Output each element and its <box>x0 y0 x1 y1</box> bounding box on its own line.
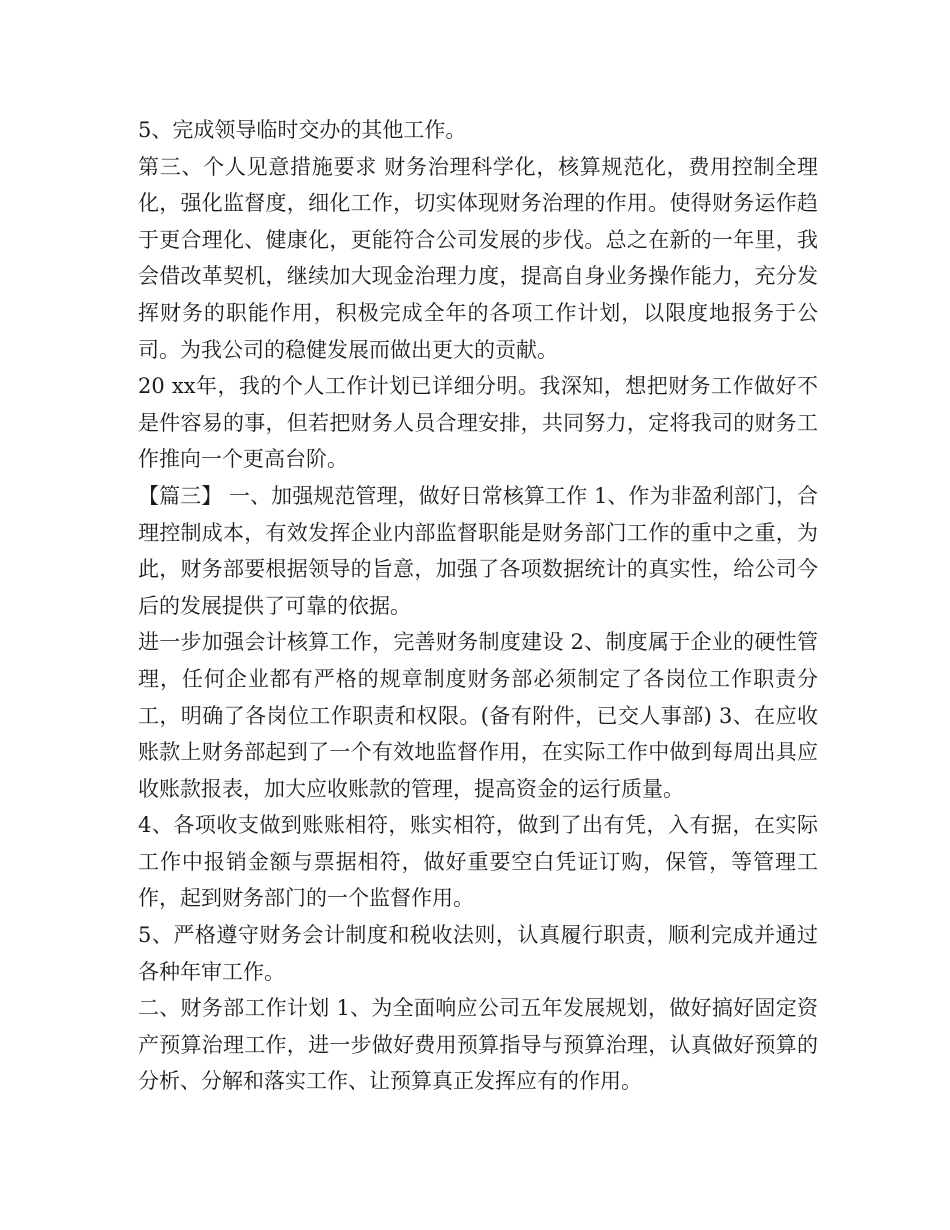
paragraph-item-completion: 5、完成领导临时交办的其他工作。 <box>138 118 467 142</box>
paragraph-personal-suggestions: 第三、个人见意措施要求 财务治理科学化，核算规范化，费用控制全理化，强化监督度，细化工作，切实体现财务治理的作用。使得财务运作趋于更合理化、健康化，更能符合公司发展的步伐。总之在新的一年里，我会借改革契机，继续加大现金治理力度，提高自身业务操作能力，充分发挥财务的职能作用，积极完成全年的各项工作计划，以限度地报务于公司。为我公司的稳健发展而做出更大的贡献。 <box>138 154 818 362</box>
paragraph-income-expense: 4、各项收支做到账账相符，账实相符，做到了出有凭，入有据，在实际工作中报销金额与票据相符，做好重要空白凭证订购，保管，等管理工作，起到财务部门的一个监督作用。 <box>138 813 818 911</box>
paragraph-annual-plan: 20 xx年，我的个人工作计划已详细分明。我深知，想把财务工作做好不是件容易的事，但若把财务人员合理安排，共同努力，定将我司的财务工作推向一个更高台阶。 <box>138 374 818 472</box>
document-body <box>138 112 818 1100</box>
paragraph-accounting-system: 进一步加强会计核算工作，完善财务制度建设 2、制度属于企业的硬性管理，任何企业都有严格的规章制度财务部必须制定了各岗位工作职责分工，明确了各岗位工作职责和权限。(备有附件，已交人事部) 3、在应收账款上财务部起到了一个有效地监督作用，在实际工作中做到每周出具应收账款报表，加大应收账款的管理，提高资金的运行质量。 <box>138 630 818 801</box>
paragraph-tax-compliance: 5、严格遵守财务会计制度和税收法则，认真履行职责，顺利完成并通过各种年审工作。 <box>138 923 818 984</box>
paragraph-section-three: 【篇三】 一、加强规范管理，做好日常核算工作 1、作为非盈利部门，合理控制成本，有效发挥企业内部监督职能是财务部门工作的重中之重，为此，财务部要根据领导的旨意，加强了各项数据统计的真实性，给公司今后的发展提供了可靠的依据。 <box>138 483 818 618</box>
paragraph-budget-plan: 二、财务部工作计划 1、为全面响应公司五年发展规划，做好搞好固定资产预算治理工作，进一步做好费用预算指导与预算治理，认真做好预算的分析、分解和落实工作、让预算真正发挥应有的作用。 <box>138 996 818 1094</box>
